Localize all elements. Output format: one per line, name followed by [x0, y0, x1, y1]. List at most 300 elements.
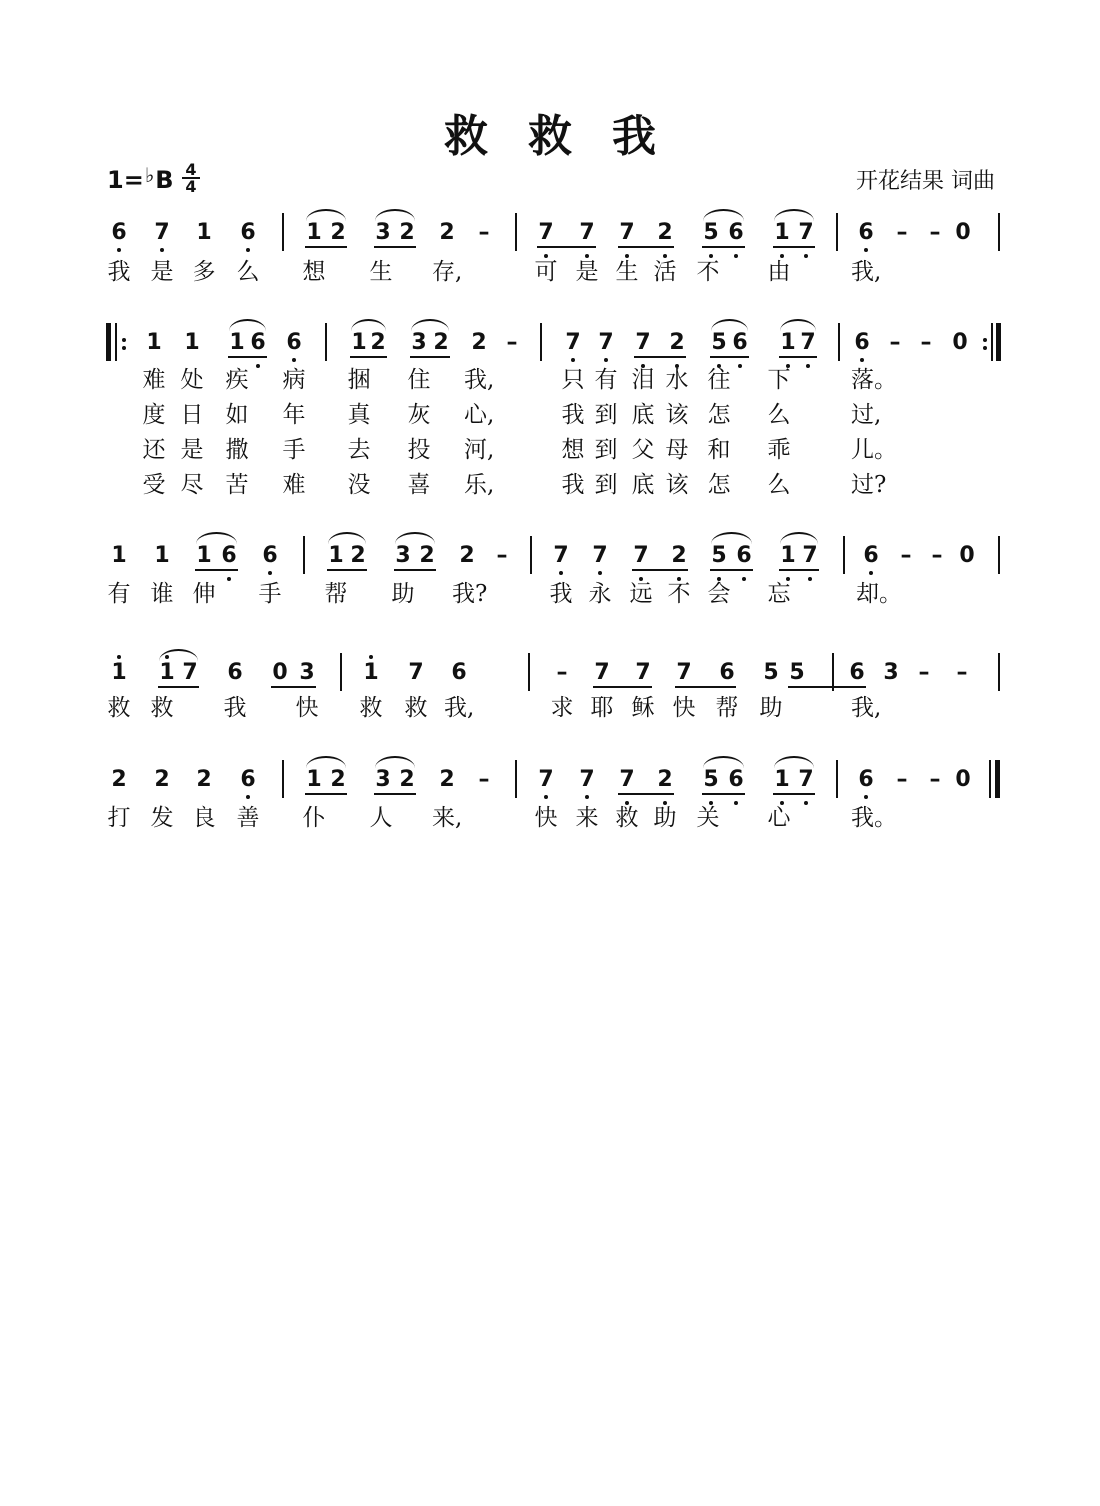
- low-octave-dot: [860, 358, 864, 362]
- low-octave-dot: [869, 571, 873, 575]
- note: 7: [553, 543, 569, 568]
- lyric-char: 良: [192, 805, 216, 831]
- barline: [340, 653, 342, 691]
- note: 7: [798, 767, 814, 792]
- lyric-char: 耶: [590, 695, 614, 721]
- note: 1: [306, 767, 322, 792]
- barline: [540, 323, 542, 361]
- note: 1: [774, 220, 790, 245]
- lyric-char: 难: [282, 472, 306, 498]
- lyric-char: 我: [223, 695, 247, 721]
- final-thin-barline: [989, 760, 991, 798]
- lyric-char: 活: [653, 259, 677, 285]
- lyric-char: 是: [575, 259, 599, 285]
- note: 2: [399, 767, 415, 792]
- note: 6: [451, 660, 467, 685]
- barline: [843, 536, 845, 574]
- note: 1: [306, 220, 322, 245]
- note: 1: [184, 330, 200, 355]
- beam-underline: [593, 686, 652, 688]
- beam-underline: [788, 686, 866, 688]
- lyric-char: 水: [665, 367, 689, 393]
- note: 1: [159, 660, 175, 685]
- lyric-char: 母: [665, 437, 689, 463]
- low-octave-dot: [585, 795, 589, 799]
- lyric-char: 我: [561, 402, 585, 428]
- note: 6: [736, 543, 752, 568]
- repeat-end-barline: [996, 323, 1001, 361]
- low-octave-dot: [571, 358, 575, 362]
- note: 7: [579, 220, 595, 245]
- note: 2: [433, 330, 449, 355]
- low-octave-dot: [742, 577, 746, 581]
- low-octave-dot: [246, 795, 250, 799]
- low-octave-dot: [625, 254, 629, 258]
- low-octave-dot: [292, 358, 296, 362]
- note: 2: [196, 767, 212, 792]
- lyric-char: 助: [759, 695, 783, 721]
- lyric-char: 会: [707, 581, 731, 607]
- note: 2: [111, 767, 127, 792]
- lyric-char: 助: [653, 805, 677, 831]
- note: 7: [633, 543, 649, 568]
- beam-underline: [710, 569, 753, 571]
- low-octave-dot: [663, 254, 667, 258]
- note: 5: [789, 660, 805, 685]
- lyric-char: 不: [667, 581, 691, 607]
- key-letter: B: [155, 166, 174, 194]
- lyric-char: 有: [107, 581, 131, 607]
- beam-underline: [634, 356, 686, 358]
- note: 7: [408, 660, 424, 685]
- slur: [328, 532, 366, 544]
- lyric-char: 该: [665, 472, 689, 498]
- note: 7: [619, 220, 635, 245]
- lyric-char: 却。: [856, 581, 902, 607]
- lyric-char: 底: [631, 402, 655, 428]
- note: 7: [182, 660, 198, 685]
- note: 7: [538, 767, 554, 792]
- low-octave-dot: [864, 795, 868, 799]
- note: –: [478, 220, 490, 245]
- note: 5: [763, 660, 779, 685]
- note: 2: [399, 220, 415, 245]
- slur: [711, 319, 748, 331]
- note: 6: [728, 767, 744, 792]
- beam-underline: [195, 569, 238, 571]
- note: 6: [719, 660, 735, 685]
- low-octave-dot: [559, 571, 563, 575]
- lyric-char: 想: [561, 437, 585, 463]
- low-octave-dot: [604, 358, 608, 362]
- barline: [528, 653, 530, 691]
- low-octave-dot: [734, 801, 738, 805]
- note: 0: [955, 767, 971, 792]
- note: 6: [732, 330, 748, 355]
- barline: [832, 653, 834, 691]
- beam-underline: [618, 246, 674, 248]
- barline: [530, 536, 532, 574]
- low-octave-dot: [804, 254, 808, 258]
- lyric-char: 没: [347, 472, 371, 498]
- note: –: [896, 767, 908, 792]
- note: –: [556, 660, 568, 685]
- lyric-char: 下: [767, 367, 791, 393]
- lyric-char: 年: [282, 402, 306, 428]
- slur: [395, 532, 435, 544]
- beam-underline: [305, 793, 347, 795]
- lyric-char: 我: [561, 472, 585, 498]
- beam-underline: [773, 246, 815, 248]
- low-octave-dot: [808, 577, 812, 581]
- lyric-char: 发: [150, 805, 174, 831]
- note: 6: [240, 767, 256, 792]
- note: 2: [439, 220, 455, 245]
- note: 0: [955, 220, 971, 245]
- beam-underline: [350, 356, 387, 358]
- note: 1: [780, 330, 796, 355]
- barline: [303, 536, 305, 574]
- slur: [375, 209, 415, 221]
- lyric-char: 我,: [851, 259, 882, 285]
- lyric-char: 我,: [464, 367, 495, 393]
- composer-credit: 开花结果 词曲: [856, 169, 995, 194]
- barline: [836, 760, 838, 798]
- lyric-char: 灰: [407, 402, 431, 428]
- note: 3: [395, 543, 411, 568]
- note: 2: [669, 330, 685, 355]
- note: 7: [800, 330, 816, 355]
- lyric-char: 落。: [851, 367, 897, 393]
- lyric-char: 心,: [464, 402, 495, 428]
- lyric-char: 难: [142, 367, 166, 393]
- lyric-char: 来: [575, 805, 599, 831]
- note: 2: [657, 767, 673, 792]
- lyric-char: 我: [107, 259, 131, 285]
- low-octave-dot: [544, 795, 548, 799]
- repeat-start-barline: [106, 323, 111, 361]
- note: 7: [619, 767, 635, 792]
- lyric-char: 善: [236, 805, 260, 831]
- beam-underline: [305, 246, 347, 248]
- lyric-char: 撒: [225, 437, 249, 463]
- note: 3: [883, 660, 899, 685]
- beam-underline: [537, 246, 596, 248]
- beam-underline: [271, 686, 316, 688]
- lyric-char: 忘: [767, 581, 791, 607]
- repeat-end-thin: [991, 323, 993, 361]
- note: 2: [154, 767, 170, 792]
- beam-underline: [779, 569, 819, 571]
- note: 1: [196, 220, 212, 245]
- song-title: 救救我: [444, 111, 696, 162]
- note: 2: [419, 543, 435, 568]
- barline: [838, 323, 840, 361]
- slur: [703, 756, 744, 768]
- note: –: [931, 543, 943, 568]
- note: 0: [959, 543, 975, 568]
- slur: [711, 532, 752, 544]
- barline: [998, 213, 1000, 251]
- note: 6: [863, 543, 879, 568]
- note: 7: [154, 220, 170, 245]
- slur: [375, 756, 415, 768]
- lyric-char: 救: [615, 805, 639, 831]
- lyric-char: 河,: [464, 437, 495, 463]
- note: 1: [111, 543, 127, 568]
- lyric-char: 尽: [180, 472, 204, 498]
- lyric-char: 我: [549, 581, 573, 607]
- note: 7: [676, 660, 692, 685]
- slur: [159, 649, 198, 661]
- lyric-char: 我。: [851, 805, 897, 831]
- lyric-char: 由: [767, 259, 791, 285]
- note: –: [900, 543, 912, 568]
- lyric-char: 是: [180, 437, 204, 463]
- note: 7: [598, 330, 614, 355]
- note: 6: [262, 543, 278, 568]
- lyric-char: 谁: [150, 581, 174, 607]
- lyric-char: 处: [180, 367, 204, 393]
- lyric-char: 手: [282, 437, 306, 463]
- low-octave-dot: [117, 248, 121, 252]
- lyric-char: 怎: [707, 402, 731, 428]
- beam-underline: [632, 569, 688, 571]
- low-octave-dot: [806, 364, 810, 368]
- beam-underline: [675, 686, 736, 688]
- beam-underline: [374, 793, 416, 795]
- lyric-char: 投: [407, 437, 431, 463]
- note: 6: [221, 543, 237, 568]
- note: 5: [703, 220, 719, 245]
- note: 6: [111, 220, 127, 245]
- lyric-char: 病: [282, 367, 306, 393]
- lyric-char: 生: [369, 259, 393, 285]
- note: 6: [728, 220, 744, 245]
- note: 6: [854, 330, 870, 355]
- lyric-char: 日: [180, 402, 204, 428]
- lyric-char: 我?: [452, 581, 488, 607]
- note: 7: [635, 330, 651, 355]
- low-octave-dot: [544, 254, 548, 258]
- lyric-char: 喜: [407, 472, 431, 498]
- lyric-char: 是: [150, 259, 174, 285]
- note: 0: [272, 660, 288, 685]
- lyric-char: 疾: [225, 367, 249, 393]
- note: 1: [154, 543, 170, 568]
- note: 2: [657, 220, 673, 245]
- note: 2: [370, 330, 386, 355]
- lyric-char: 救: [404, 695, 428, 721]
- note: –: [929, 767, 941, 792]
- slur: [196, 532, 237, 544]
- beam-underline: [228, 356, 267, 358]
- note: –: [896, 220, 908, 245]
- lyric-char: 快: [672, 695, 696, 721]
- lyric-char: 帮: [715, 695, 739, 721]
- lyric-char: 快: [295, 695, 319, 721]
- time-top: 4: [182, 162, 200, 179]
- lyric-char: 底: [631, 472, 655, 498]
- lyric-char: 泪: [631, 367, 655, 393]
- time-bottom: 4: [185, 177, 197, 196]
- lyric-char: 过?: [851, 472, 887, 498]
- slur: [703, 209, 744, 221]
- note: –: [920, 330, 932, 355]
- low-octave-dot: [585, 254, 589, 258]
- note: 7: [594, 660, 610, 685]
- barline: [836, 213, 838, 251]
- lyric-char: 该: [665, 402, 689, 428]
- lyric-char: 怎: [707, 472, 731, 498]
- note: 3: [375, 767, 391, 792]
- beam-underline: [710, 356, 749, 358]
- lyric-char: 么: [767, 402, 791, 428]
- barline: [515, 213, 517, 251]
- lyric-char: 么: [236, 259, 260, 285]
- lyric-char: 父: [631, 437, 655, 463]
- note: 2: [330, 220, 346, 245]
- note: 2: [671, 543, 687, 568]
- lyric-char: 么: [767, 472, 791, 498]
- beam-underline: [410, 356, 450, 358]
- note: –: [889, 330, 901, 355]
- lyric-char: 稣: [631, 695, 655, 721]
- note: 1: [111, 660, 127, 685]
- lyric-char: 住: [407, 367, 431, 393]
- slur: [774, 209, 814, 221]
- lyric-char: 伸: [192, 581, 216, 607]
- note: 3: [375, 220, 391, 245]
- note: –: [929, 220, 941, 245]
- lyric-char: 我,: [851, 695, 882, 721]
- lyric-char: 救: [107, 695, 131, 721]
- note: –: [506, 330, 518, 355]
- slur: [306, 756, 346, 768]
- barline: [998, 536, 1000, 574]
- lyric-char: 多: [192, 259, 216, 285]
- note: 1: [351, 330, 367, 355]
- lyric-char: 到: [594, 402, 618, 428]
- lyric-char: 儿。: [851, 437, 897, 463]
- note: 1: [780, 543, 796, 568]
- note: 1: [774, 767, 790, 792]
- note: 6: [250, 330, 266, 355]
- low-octave-dot: [780, 254, 784, 258]
- lyric-char: 去: [347, 437, 371, 463]
- lyric-char: 还: [142, 437, 166, 463]
- low-octave-dot: [734, 254, 738, 258]
- lyric-char: 苦: [225, 472, 249, 498]
- lyric-char: 仆: [302, 805, 326, 831]
- note: 3: [411, 330, 427, 355]
- note: 0: [952, 330, 968, 355]
- slur: [780, 532, 818, 544]
- lyric-char: 不: [696, 259, 720, 285]
- beam-underline: [702, 793, 745, 795]
- lyric-char: 过,: [851, 402, 882, 428]
- slur: [411, 319, 449, 331]
- note: 6: [849, 660, 865, 685]
- slur: [351, 319, 386, 331]
- low-octave-dot: [804, 801, 808, 805]
- note: 7: [565, 330, 581, 355]
- lyric-char: 如: [225, 402, 249, 428]
- time-signature: [182, 162, 200, 194]
- lyric-char: 远: [629, 581, 653, 607]
- lyric-char: 生: [615, 259, 639, 285]
- slur: [780, 319, 816, 331]
- barline: [282, 760, 284, 798]
- lyric-char: 乐,: [464, 472, 495, 498]
- lyric-char: 受: [142, 472, 166, 498]
- lyric-char: 帮: [324, 581, 348, 607]
- note: 6: [858, 220, 874, 245]
- lyric-char: 救: [150, 695, 174, 721]
- beam-underline: [702, 246, 745, 248]
- note: 5: [703, 767, 719, 792]
- note: 6: [858, 767, 874, 792]
- slur: [306, 209, 346, 221]
- note: 7: [592, 543, 608, 568]
- note: 5: [711, 543, 727, 568]
- lyric-char: 存,: [432, 259, 463, 285]
- beam-underline: [327, 569, 367, 571]
- note: –: [496, 543, 508, 568]
- lyric-char: 乖: [767, 437, 791, 463]
- lyric-char: 往: [707, 367, 731, 393]
- repeat-start-dots: [122, 334, 126, 354]
- lyric-char: 助: [391, 581, 415, 607]
- beam-underline: [158, 686, 199, 688]
- lyric-char: 手: [258, 581, 282, 607]
- beam-underline: [394, 569, 436, 571]
- note: 2: [330, 767, 346, 792]
- low-octave-dot: [246, 248, 250, 252]
- flat-icon: ♭: [144, 163, 155, 187]
- note: 7: [802, 543, 818, 568]
- low-octave-dot: [598, 571, 602, 575]
- low-octave-dot: [709, 254, 713, 258]
- low-octave-dot: [227, 577, 231, 581]
- lyric-char: 捆: [347, 367, 371, 393]
- final-thick-barline: [995, 760, 1000, 798]
- high-octave-dot: [117, 655, 121, 659]
- lyric-char: 度: [142, 402, 166, 428]
- lyric-char: 心: [767, 805, 791, 831]
- lyric-char: 有: [594, 367, 618, 393]
- lyric-char: 我,: [444, 695, 475, 721]
- lyric-char: 救: [359, 695, 383, 721]
- lyric-char: 真: [347, 402, 371, 428]
- lyric-char: 到: [594, 437, 618, 463]
- low-octave-dot: [256, 364, 260, 368]
- note: 3: [299, 660, 315, 685]
- repeat-end-dots: [983, 334, 987, 354]
- note: 1: [229, 330, 245, 355]
- note: 1: [363, 660, 379, 685]
- barline: [515, 760, 517, 798]
- slur: [229, 319, 266, 331]
- note: 6: [286, 330, 302, 355]
- lyric-char: 关: [696, 805, 720, 831]
- lyric-char: 想: [302, 259, 326, 285]
- note: 7: [635, 660, 651, 685]
- lyric-char: 只: [561, 367, 585, 393]
- note: –: [956, 660, 968, 685]
- repeat-start-thin: [115, 323, 117, 361]
- note: –: [918, 660, 930, 685]
